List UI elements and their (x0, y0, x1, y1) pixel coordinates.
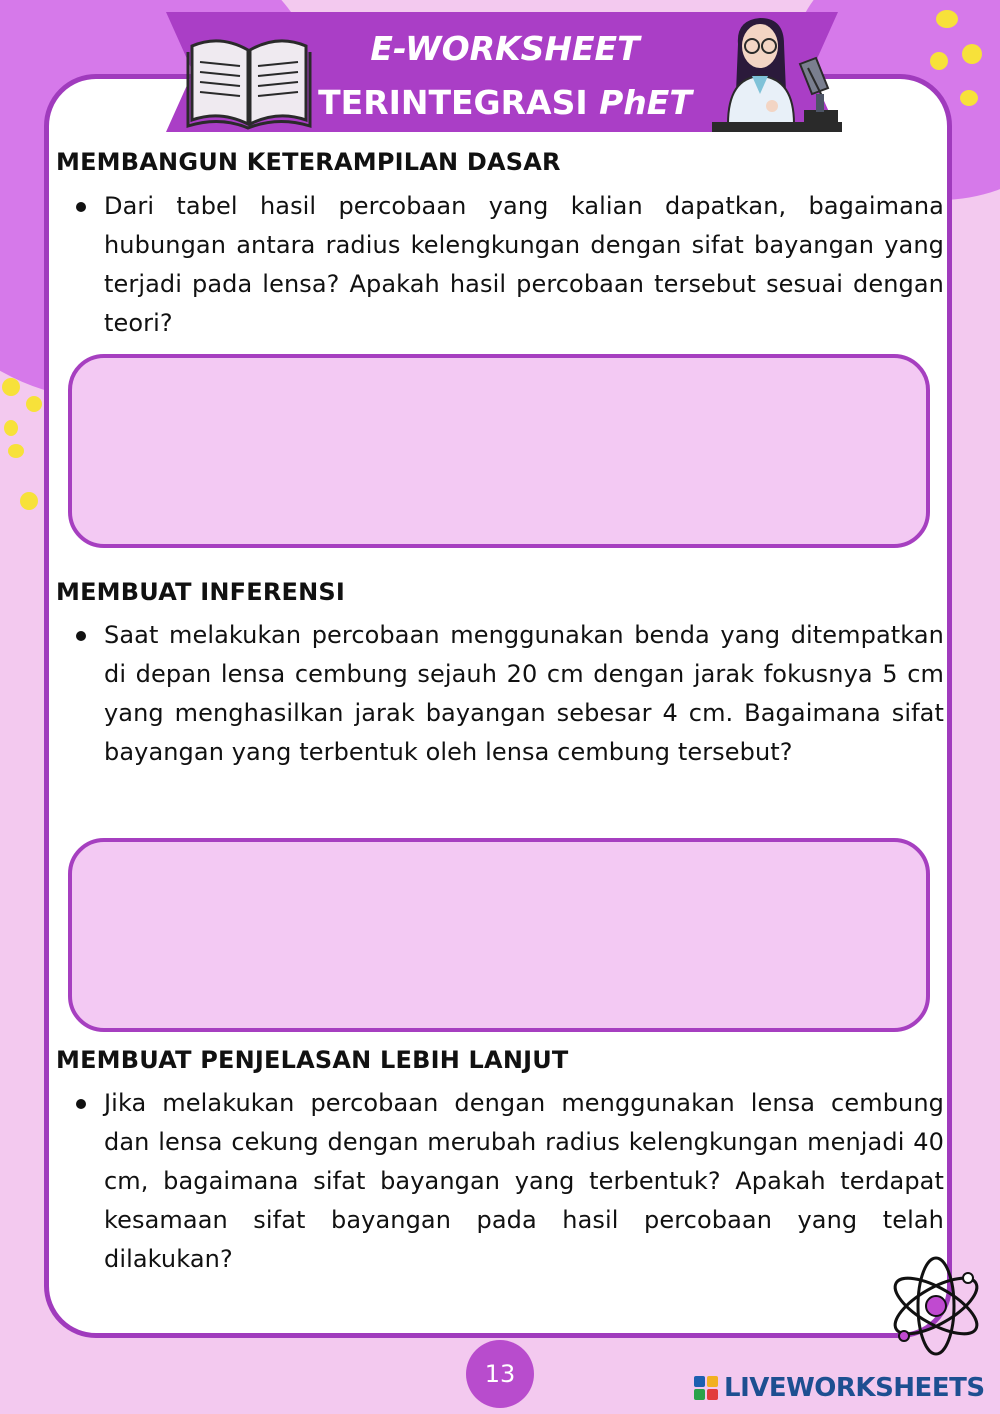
decor-dot (8, 444, 24, 458)
question-1 (70, 187, 944, 343)
question-3 (70, 1084, 944, 1279)
bullet (76, 202, 86, 212)
decor-dot (2, 378, 20, 396)
decor-dot (936, 10, 958, 28)
title-line-1: E-WORKSHEET (370, 29, 640, 68)
title-line-2-italic: PhET (599, 83, 692, 122)
decor-dot (26, 396, 42, 412)
liveworksheets-brand: LIVEWORKSHEETS (724, 1373, 985, 1403)
liveworksheets-logo[interactable] (694, 1370, 985, 1406)
decor-dot (960, 90, 978, 106)
question-1-text: Dari tabel hasil percobaan yang kalian dapatkan, bagaimana hubungan antara radius kelengkungan dengan sifat bayangan yang terjadi pada lensa? Apakah hasil percobaan tersebut sesuai dengan teori? (104, 192, 944, 337)
question-2 (70, 616, 944, 772)
question-2-text: Saat melakukan percobaan menggunakan benda yang ditempatkan di depan lensa cembung sejauh 20 cm dengan jarak fokusnya 5 cm yang menghasilkan jarak bayangan sebesar 4 cm. Bagaimana sifat bayangan yang terbentuk oleh lensa cembung tersebut? (104, 621, 944, 766)
bullet (76, 1099, 86, 1109)
section-title-basic-skills: MEMBANGUN KETERAMPILAN DASAR (56, 148, 561, 176)
title-line-2 (300, 76, 710, 130)
decor-dot (20, 492, 38, 510)
worksheet-title (300, 22, 710, 130)
open-book-icon (186, 32, 312, 130)
section-title-further-explanation: MEMBUAT PENJELASAN LEBIH LANJUT (56, 1046, 569, 1074)
liveworksheets-logo-icon (694, 1376, 718, 1400)
question-3-text: Jika melakukan percobaan dengan menggunakan lensa cembung dan lensa cekung dengan merubah radius kelengkungan menjadi 40 cm, bagaimana sifat bayangan yang terbentuk? Apakah terdapat kesamaan sifat bayangan pada hasil percobaan yang telah dilakukan? (104, 1089, 944, 1273)
title-line-2-upright: TERINTEGRASI (318, 83, 600, 122)
bullet (76, 631, 86, 641)
decor-dot (4, 420, 18, 436)
section-title-inference: MEMBUAT INFERENSI (56, 578, 346, 606)
teacher-microscope-icon (712, 14, 842, 132)
atom-icon (884, 1244, 988, 1360)
page-number: 13 (466, 1340, 534, 1408)
answer-box-1[interactable] (68, 354, 930, 548)
answer-box-2[interactable] (68, 838, 930, 1032)
decor-dot (962, 44, 982, 64)
decor-dot (930, 52, 948, 70)
